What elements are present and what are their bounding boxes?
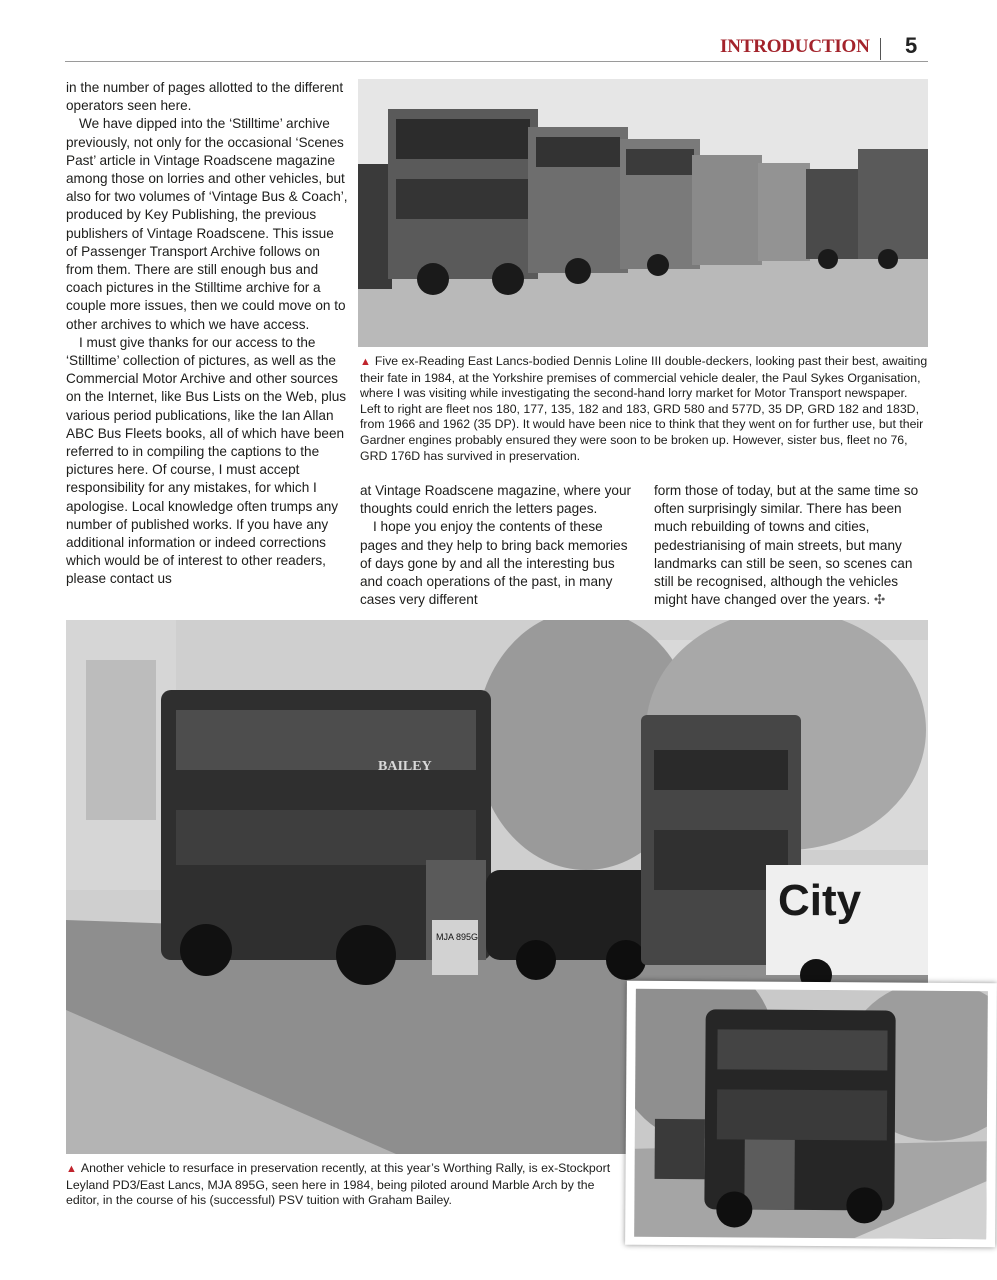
- bus-plate-text: MJA 895G: [436, 932, 479, 942]
- paragraph: We have dipped into the ‘Stilltime’ archive previously, not only for the occasional ‘Scenes Past’ article in Vintage Roadscene magazine among those on lorries and other vehicles, but also for two volumes of ‘Vintage Bus & Coach’, produced by Key Publishing, the previous publishers of Vintage Roadscene. This issue of Passenger Transport Archive follows on from them. There are still enough bus and coach pictures in the Stilltime archive for a couple more issues, then we could move on to other archives to which we have access.: [66, 116, 348, 332]
- paragraph: in the number of pages allotted to the different operators seen here.: [66, 80, 344, 114]
- paragraph: at Vintage Roadscene magazine, where your thoughts could enrich the letters pages.: [360, 483, 632, 517]
- article-column-middle: [360, 482, 640, 609]
- page-number: 5: [905, 33, 918, 58]
- section-title: INTRODUCTION: [720, 36, 870, 57]
- paragraph: I must give thanks for our access to the ‘Stilltime’ collection of pictures, as well as the Commercial Motor Archive and other sources on the Internet, like Bus Lists on the Web, plus various period publications, like the Ian Allan ABC Bus Fleets books, all of which have been referred to in compiling the captions to the pictures here. Of course, I must accept responsibility for any mistakes, for which I apologise. Local knowledge often trumps any number of published works. If you have any additional information or indeed corrections which would be of interest to other readers, please contact us: [66, 334, 347, 587]
- paragraph: [654, 482, 928, 609]
- caption-arrow-icon: ▲: [360, 356, 371, 368]
- caption-text: Another vehicle to resurface in preservation recently, at this year’s Worthing Rally, is ex-Stockport Leyland PD3/East Lancs, MJA 895G, seen here in 1984, being piloted around Marble Arch by the editor, in the course of his (successful) PSV tuition with Graham Bailey.: [66, 1161, 611, 1208]
- caption-top-photo: [360, 354, 928, 464]
- caption-arrow-icon: ▲: [66, 1163, 77, 1175]
- caption-main-photo: [66, 1161, 616, 1209]
- caption-text: Five ex-Reading East Lancs-bodied Dennis Loline III double-deckers, looking past their best, awaiting their fate in 1984, at the Yorkshire premises of commercial vehicle dealer, the Paul Sykes Organisation, where I was visiting while investigating the second-hand lorry market for Motor Transport newspaper. Left to right are fleet nos 180, 177, 135, 182 and 183, GRD 580 and 577D, 35 DP, GRD 182 and 183D, from 1966 and 1962 (35 DP). It would have been nice to think that they went on for further use, but their Gardner engines probably ensured they were soon to be broken up. However, sister bus, fleet no 76, GRD 176D has survived in preservation.: [360, 354, 928, 463]
- header-divider: [880, 38, 881, 60]
- article-column-right: [654, 482, 928, 609]
- photo-bus-close-up: [634, 989, 988, 1239]
- photo-loline-buses-yard: [358, 79, 928, 347]
- inset-photo-frame: [625, 981, 997, 1248]
- paragraph-text: form those of today, but at the same time so often surprisingly similar. There has been much rebuilding of towns and cities, pedestrianising of main streets, but many landmarks can still be seen, so scenes can still be recognised, although the vehicles might have changed over the years.: [654, 483, 919, 608]
- paragraph: I hope you enjoy the contents of these pages and they help to bring back memories of days gone by and all the interesting bus and coach operations of the past, in many cases very different: [360, 519, 628, 608]
- article-column-left: [66, 79, 348, 589]
- bus-operator-text: BAILEY: [378, 759, 432, 774]
- header-rule: [65, 61, 928, 62]
- van-logo-text: City: [778, 876, 862, 925]
- end-mark-icon: ✣: [873, 592, 886, 608]
